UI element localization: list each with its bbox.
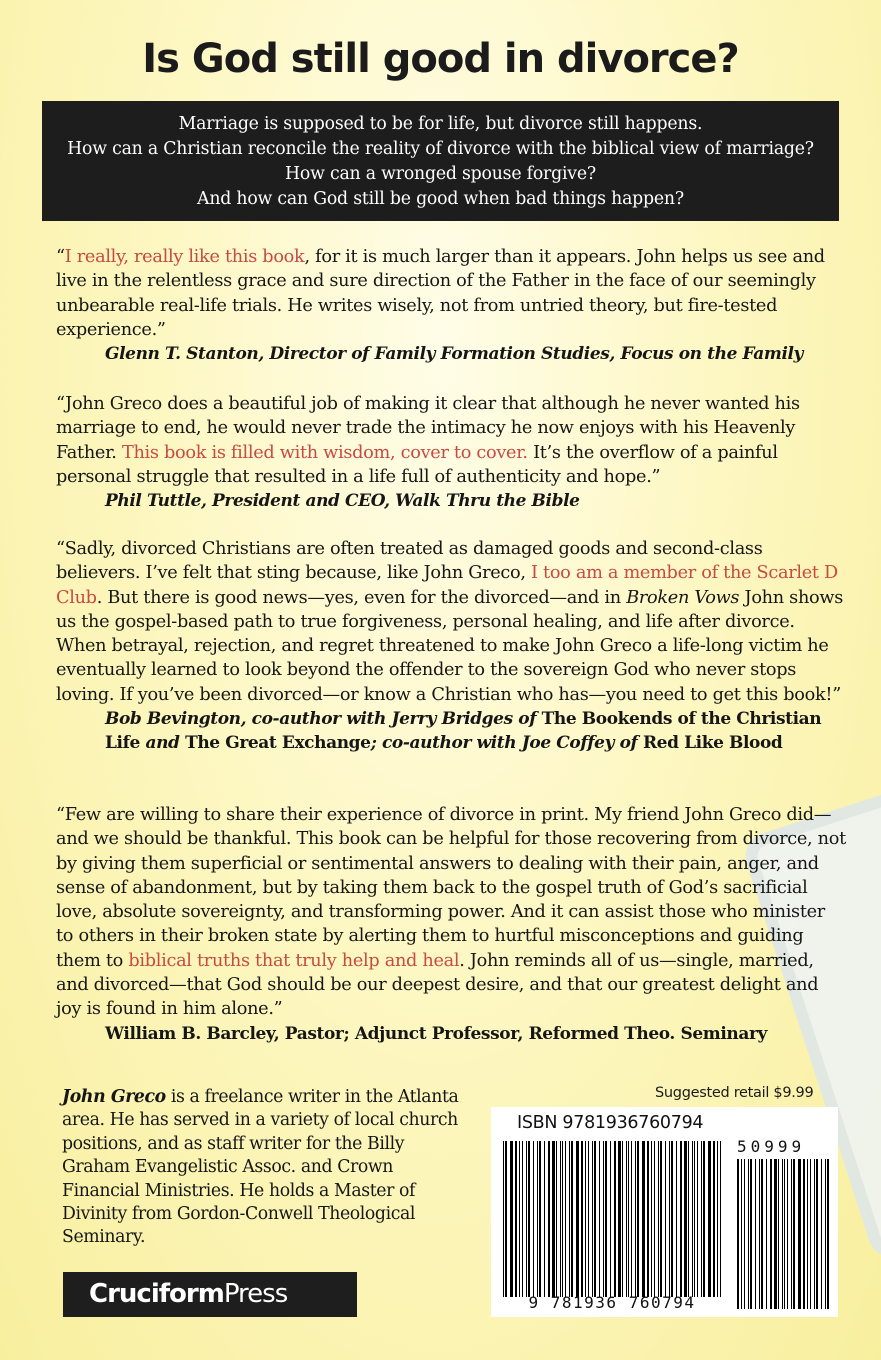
barcode-bar [556, 1141, 557, 1297]
book-title: The Great Exchange [185, 733, 371, 754]
quote-attribution: Bob Bevington, co-author with Jerry Bridges of The Bookends of the Christian [105, 709, 822, 730]
barcode-bar [539, 1141, 541, 1297]
barcode-bar [605, 1141, 607, 1297]
barcode-bar [816, 1159, 818, 1309]
barcode-bar [576, 1141, 579, 1297]
quote-text: “John Greco does a beautiful job of making it clear that although he never wanted his marriage to end, he would never trade the intimacy he now enjoys with his Heavenly Father. This book is filled with wisdom, cover to cover. It’s the overflow of a painful personal struggle that resulted in a life full of authenticity and hope.” [56, 394, 800, 487]
barcode-bar [592, 1141, 593, 1297]
quote-text: “I really, really like this book, for it is much larger than it appears. John helps us see and live in the relentless grace and sure direction of the Father in the face of our seemingly unbearable real-life trials. He writes wisely, not from untried theory, but fire-tested experience.” [56, 247, 825, 340]
author-name: John Greco [62, 1087, 166, 1107]
quote-attribution: Phil Tuttle, President and CEO, Walk Thru the Bible [105, 491, 580, 512]
barcode-bar [537, 1141, 538, 1297]
barcode-bar [784, 1159, 785, 1309]
barcode-bar [748, 1159, 749, 1309]
barcode-bar [581, 1141, 583, 1297]
barcode-bar [713, 1141, 715, 1297]
barcode-bar [533, 1141, 534, 1297]
barcode-bar [552, 1141, 555, 1297]
barcode-bar [697, 1141, 698, 1297]
barcode-bar [610, 1141, 611, 1297]
barcode-bar [658, 1141, 659, 1297]
suggested-retail: Suggested retail $9.99 [655, 1085, 814, 1101]
barcode-bar [701, 1141, 702, 1297]
quote-highlight: I really, really like this book [64, 247, 305, 267]
barcode-bar [569, 1141, 570, 1297]
barcode-bar [565, 1141, 566, 1297]
endorsement-quote [56, 537, 846, 756]
barcode-bar [825, 1159, 826, 1309]
barcode-bar [692, 1141, 693, 1297]
barcode-bar [510, 1141, 513, 1297]
barcode-bar [614, 1141, 616, 1297]
quote-highlight: biblical truths that truly help and heal [128, 950, 460, 971]
barcode-bar [787, 1159, 788, 1309]
barcode-bar [810, 1159, 811, 1309]
barcode-bar [528, 1141, 530, 1297]
barcode-bar [761, 1159, 763, 1309]
barcode-bar [503, 1141, 504, 1297]
barcode-bar [560, 1141, 561, 1297]
barcode-bar [703, 1141, 705, 1297]
barcode-bar [793, 1159, 795, 1309]
barcode-bar [635, 1141, 636, 1297]
endorsement-quote [56, 392, 846, 513]
barcode-bar [669, 1141, 670, 1297]
barcode-bar [720, 1141, 721, 1297]
barcode-bars [491, 1107, 838, 1317]
barcode-bar [671, 1141, 673, 1297]
barcode-bar [594, 1141, 596, 1297]
barcode-bar [647, 1141, 649, 1297]
barcode-bar [526, 1141, 527, 1297]
quote-text: “Few are willing to share their experience of divorce in print. My friend John Greco did—and we should be thankful. This book can be helpful for those recovering from divorce, not by giving them superficial or sentimental answers to dealing with their pain, anger, and sense of abandonment, but by taking them back to the gospel truth of God’s sacrificial love, absolute sovereignty, and transforming power. And it can assist those who minister to others in their broken state by alerting them to hurtful misconceptions and guiding them to biblical truths that truly help and heal. John reminds all of us—single, married, and divorced—that God should be our deepest desire, and that our greatest delight and joy is found in him alone.” [56, 805, 846, 1020]
quote-text: “Sadly, divorced Christians are often treated as damaged goods and second-class believers. I’ve felt that sting because, like John Greco, I too am a member of the Scarlet D Club. But there is good news—yes, even for the divorced—and in Broken Vows John shows us the gospel-based path to true forgiveness, personal healing, and life after divorce. When betrayal, rejection, and regret threatened to make John Greco a life-long victim he eventually learned to look beyond the offender to the sovereign God who never stops loving. If you’ve been divorced—or know a Christian who has—you need to get this book!” [56, 539, 844, 705]
barcode-bar [515, 1141, 517, 1297]
book-title: Broken Vows [626, 587, 740, 608]
barcode-bar [603, 1141, 604, 1297]
barcode-bar [505, 1141, 507, 1297]
barcode-bar [684, 1141, 687, 1297]
barcode-bar [774, 1159, 777, 1309]
barcode-bar [665, 1141, 666, 1297]
intro-box [42, 101, 839, 221]
barcode [491, 1107, 838, 1317]
barcode-bar [782, 1159, 783, 1309]
barcode-bar [654, 1141, 655, 1297]
barcode-bar [770, 1159, 772, 1309]
price-code: 50999 [737, 1137, 806, 1156]
barcode-bar [755, 1159, 756, 1309]
quote-attribution: William B. Barcley, Pastor; Adjunct Professor, Reformed Theo. Seminary [105, 1023, 767, 1044]
quote-highlight: This book is filled with wisdom, cover to cover. [121, 442, 528, 463]
barcode-bar [637, 1141, 639, 1297]
barcode-bar [778, 1159, 779, 1309]
page-title: Is God still good in divorce? [142, 36, 739, 82]
intro-line: How can a wronged spouse forgive? [285, 164, 596, 184]
barcode-bar [651, 1141, 652, 1297]
author-bio: John Greco is a freelance writer in the Atlanta area. He has served in a variety of local church positions, and as staff writer for the Billy Graham Evangelistic Assoc. and Crown Financial Ministries. He holds a Master of Divinity from Gordon-Conwell Theological Seminary. [62, 1087, 459, 1248]
barcode-bar [737, 1159, 739, 1309]
barcode-bar [759, 1159, 760, 1309]
quote-attribution: Glenn T. Stanton, Director of Family Formation Studies, Focus on the Family [105, 344, 804, 365]
barcode-bar [588, 1141, 589, 1297]
barcode-bar [522, 1141, 523, 1297]
quote-attribution-line2: Life and The Great Exchange; co-author with Joe Coffey of Red Like Blood [105, 733, 783, 754]
barcode-bar [676, 1141, 677, 1297]
barcode-bar [694, 1141, 695, 1297]
intro-line: How can a Christian reconcile the reality of divorce with the biblical view of marriage? [67, 139, 814, 159]
barcode-bar [807, 1159, 808, 1309]
barcode-bar [821, 1159, 822, 1309]
barcode-bar [791, 1159, 792, 1309]
barcode-digits: 9 781936 760794 [528, 1293, 696, 1312]
barcode-bar [585, 1141, 586, 1297]
endorsement-quote [56, 803, 846, 1046]
barcode-bar [548, 1141, 550, 1297]
barcode-bar [717, 1141, 718, 1297]
barcode-bar [631, 1141, 632, 1297]
endorsement-quote [56, 245, 846, 366]
barcode-bar [544, 1141, 545, 1297]
barcode-bar [680, 1141, 682, 1297]
barcode-bar [798, 1159, 801, 1309]
barcode-bar [562, 1141, 563, 1297]
book-title: Life [105, 733, 140, 754]
barcode-bar [628, 1141, 629, 1297]
barcode-bar [814, 1159, 815, 1309]
barcode-bar [744, 1159, 745, 1309]
barcode-bar [827, 1159, 829, 1309]
barcode-bar [622, 1141, 623, 1297]
barcode-bar [642, 1141, 645, 1297]
book-title: Red Like Blood [642, 733, 783, 754]
barcode-bar [766, 1159, 767, 1309]
barcode-bar [803, 1159, 805, 1309]
isbn-label: ISBN 9781936760794 [517, 1113, 704, 1133]
intro-line: And how can God still be good when bad things happen? [197, 189, 684, 209]
barcode-bar [660, 1141, 662, 1297]
barcode-bar [599, 1141, 600, 1297]
barcode-bar [519, 1141, 520, 1297]
barcode-bar [626, 1141, 627, 1297]
barcode-bar [688, 1141, 689, 1297]
quote-highlight: I too am a member of the Scarlet D Club [56, 563, 838, 608]
book-title: The Bookends of the Christian [541, 709, 822, 730]
barcode-bar [618, 1141, 621, 1297]
barcode-bar [741, 1159, 742, 1309]
barcode-bar [571, 1141, 573, 1297]
barcode-bar [750, 1159, 752, 1309]
barcode-bar [708, 1141, 711, 1297]
publisher-logo: CruciformPress [63, 1272, 357, 1317]
intro-line: Marriage is supposed to be for life, but divorce still happens. [178, 114, 703, 134]
